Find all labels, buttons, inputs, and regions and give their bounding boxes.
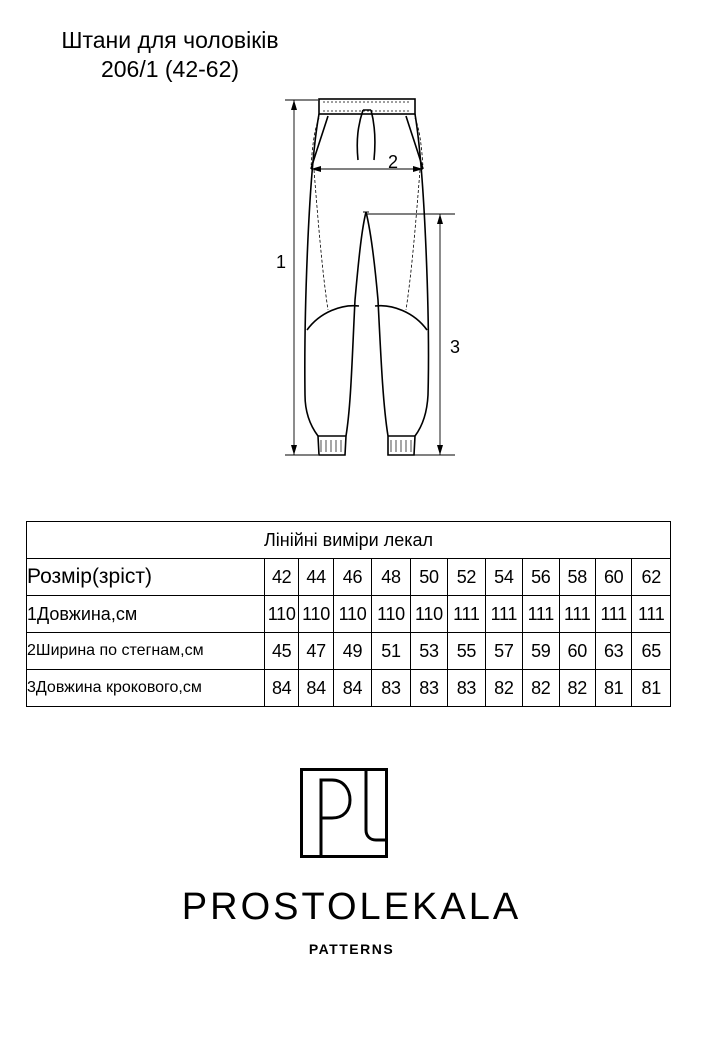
dimension-label-inseam: 3 <box>450 337 461 357</box>
value-cell: 81 <box>632 670 671 707</box>
value-cell: 111 <box>485 596 522 633</box>
value-cell: 45 <box>264 633 298 670</box>
size-cell: 58 <box>559 559 595 596</box>
size-row <box>27 559 671 596</box>
drawstring <box>357 110 375 160</box>
value-cell: 57 <box>485 633 522 670</box>
value-cell: 84 <box>333 670 371 707</box>
value-cell: 82 <box>485 670 522 707</box>
dimension-label-hip: 2 <box>388 152 399 172</box>
pl-monogram-icon <box>300 768 390 860</box>
value-cell: 110 <box>333 596 371 633</box>
value-cell: 53 <box>410 633 447 670</box>
dimension-label-length: 1 <box>276 252 287 272</box>
pants-technical-drawing <box>0 0 703 520</box>
value-cell: 81 <box>595 670 631 707</box>
size-header: Розмір(зріст) <box>27 559 265 596</box>
value-cell: 111 <box>523 596 559 633</box>
arrow-head <box>291 445 297 455</box>
value-cell: 111 <box>595 596 631 633</box>
value-cell: 83 <box>372 670 410 707</box>
value-cell: 111 <box>632 596 671 633</box>
knee-seams <box>307 306 427 330</box>
arrow-head <box>437 214 443 224</box>
table-row <box>27 670 671 707</box>
size-cell: 54 <box>485 559 522 596</box>
value-cell: 82 <box>523 670 559 707</box>
brand-tagline: PATTERNS <box>308 941 395 957</box>
value-cell: 63 <box>595 633 631 670</box>
caption-row <box>27 522 671 559</box>
arrow-head <box>291 100 297 110</box>
table-row <box>27 596 671 633</box>
row-label-length: 1Довжина,см <box>27 596 265 633</box>
size-cell: 56 <box>523 559 559 596</box>
size-cell: 50 <box>410 559 447 596</box>
size-cell: 46 <box>333 559 371 596</box>
size-cell: 60 <box>595 559 631 596</box>
table-caption: Лінійні виміри лекал <box>27 522 671 559</box>
size-cell: 62 <box>632 559 671 596</box>
row-label-hip-width: 2Ширина по стегнам,см <box>27 633 265 670</box>
value-cell: 110 <box>299 596 333 633</box>
value-cell: 111 <box>559 596 595 633</box>
brand-name: PROSTOLEKALA <box>181 886 522 928</box>
size-cell: 48 <box>372 559 410 596</box>
value-cell: 49 <box>333 633 371 670</box>
cuff-ribbing <box>321 440 411 452</box>
value-cell: 83 <box>410 670 447 707</box>
value-cell: 82 <box>559 670 595 707</box>
model-number: 206/1 (42-62) <box>100 56 240 82</box>
size-cell: 52 <box>448 559 485 596</box>
value-cell: 65 <box>632 633 671 670</box>
value-cell: 55 <box>448 633 485 670</box>
value-cell: 47 <box>299 633 333 670</box>
arrow-head <box>437 445 443 455</box>
size-cell: 42 <box>264 559 298 596</box>
pocket-openings <box>311 116 423 169</box>
value-cell: 51 <box>372 633 410 670</box>
value-cell: 110 <box>410 596 447 633</box>
value-cell: 83 <box>448 670 485 707</box>
value-cell: 84 <box>264 670 298 707</box>
table-row <box>27 633 671 670</box>
measurements-table <box>26 521 671 707</box>
value-cell: 84 <box>299 670 333 707</box>
value-cell: 111 <box>448 596 485 633</box>
row-label-inseam: 3Довжина крокового,см <box>27 670 265 707</box>
value-cell: 59 <box>523 633 559 670</box>
page-title: Штани для чоловіків <box>61 27 279 53</box>
value-cell: 60 <box>559 633 595 670</box>
waistband <box>319 99 415 114</box>
value-cell: 110 <box>264 596 298 633</box>
pants-outline <box>305 114 429 455</box>
value-cell: 110 <box>372 596 410 633</box>
size-cell: 44 <box>299 559 333 596</box>
